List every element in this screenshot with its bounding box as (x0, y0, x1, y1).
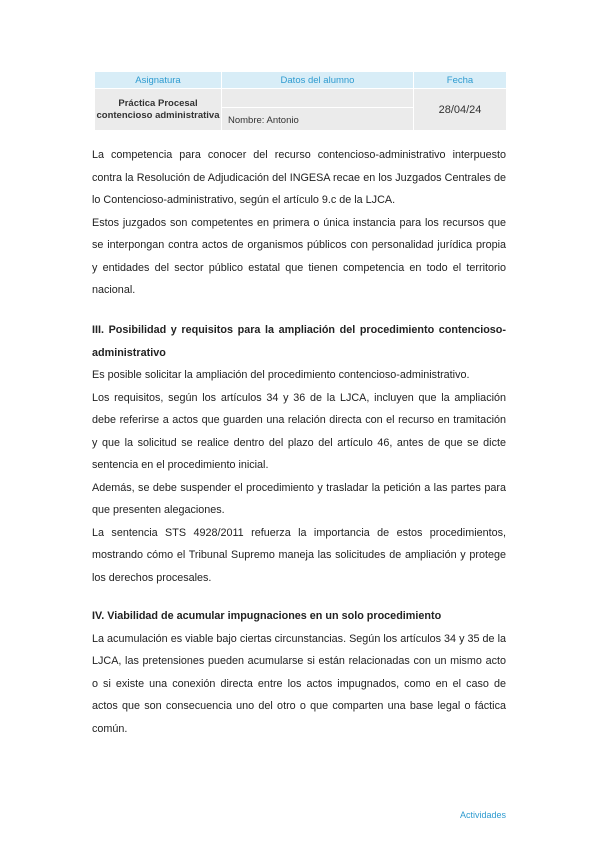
paragraph: La sentencia STS 4928/2011 refuerza la importancia de estos procedimientos, mostrando cómo el Tribunal Supremo maneja las solicitudes de ampliación y protege los derechos procesales. (92, 526, 506, 584)
subject-cell: Práctica Procesal contencioso administrativa (95, 89, 222, 131)
date-cell: 28/04/24 (414, 89, 507, 131)
body-section-1 (92, 144, 506, 302)
paragraph: Los requisitos, según los artículos 34 y 36 de la LJCA, incluyen que la ampliación debe referirse a actos que guarden una relación directa con el recurso en tramitación y que la solicitud se realice dentro del plazo del artículo 46, antes de que se dicte sentencia en el procedimiento inicial. (92, 391, 506, 471)
section-heading-iii: III. Posibilidad y requisitos para la ampliación del procedimiento contencioso-administrativo (92, 324, 506, 359)
paragraph: Es posible solicitar la ampliación del procedimiento contencioso-administrativo. (92, 369, 470, 381)
body-section-3 (92, 605, 506, 740)
column-header-subject: Asignatura (95, 72, 222, 89)
student-data-empty-cell (222, 89, 414, 108)
paragraph: La acumulación es viable bajo ciertas circunstancias. Según los artículos 34 y 35 de la LJCA, las pretensiones pueden acumularse si están relacionadas con un mismo acto o si existe una conexión directa entre los actos impugnados, como en el caso de actos que son consecuencia uno del otro o que comparten una base legal o fáctica común. (92, 632, 506, 735)
body-section-2 (92, 319, 506, 589)
column-header-date: Fecha (414, 72, 507, 89)
paragraph: Además, se debe suspender el procedimiento y trasladar la petición a las partes para que presenten alegaciones. (92, 481, 506, 516)
section-heading-iv: IV. Viabilidad de acumular impugnaciones en un solo procedimiento (92, 610, 442, 622)
paragraph: La competencia para conocer del recurso contencioso-administrativo interpuesto contra la Resolución de Adjudicación del INGESA recae en los Juzgados Centrales de lo Contencioso-administrativo, según el artículo 9.c de la LJCA. (92, 149, 506, 206)
column-header-student: Datos del alumno (222, 72, 414, 89)
paragraph: Estos juzgados son competentes en primera o única instancia para los recursos que se interpongan contra actos de organismos públicos con personalidad jurídica propia y entidades del sector público estatal que tienen competencia en todo el territorio nacional. (92, 216, 506, 296)
footer-label: Actividades (459, 810, 506, 820)
header-table (94, 71, 507, 131)
student-name-cell: Nombre: Antonio (222, 108, 414, 131)
